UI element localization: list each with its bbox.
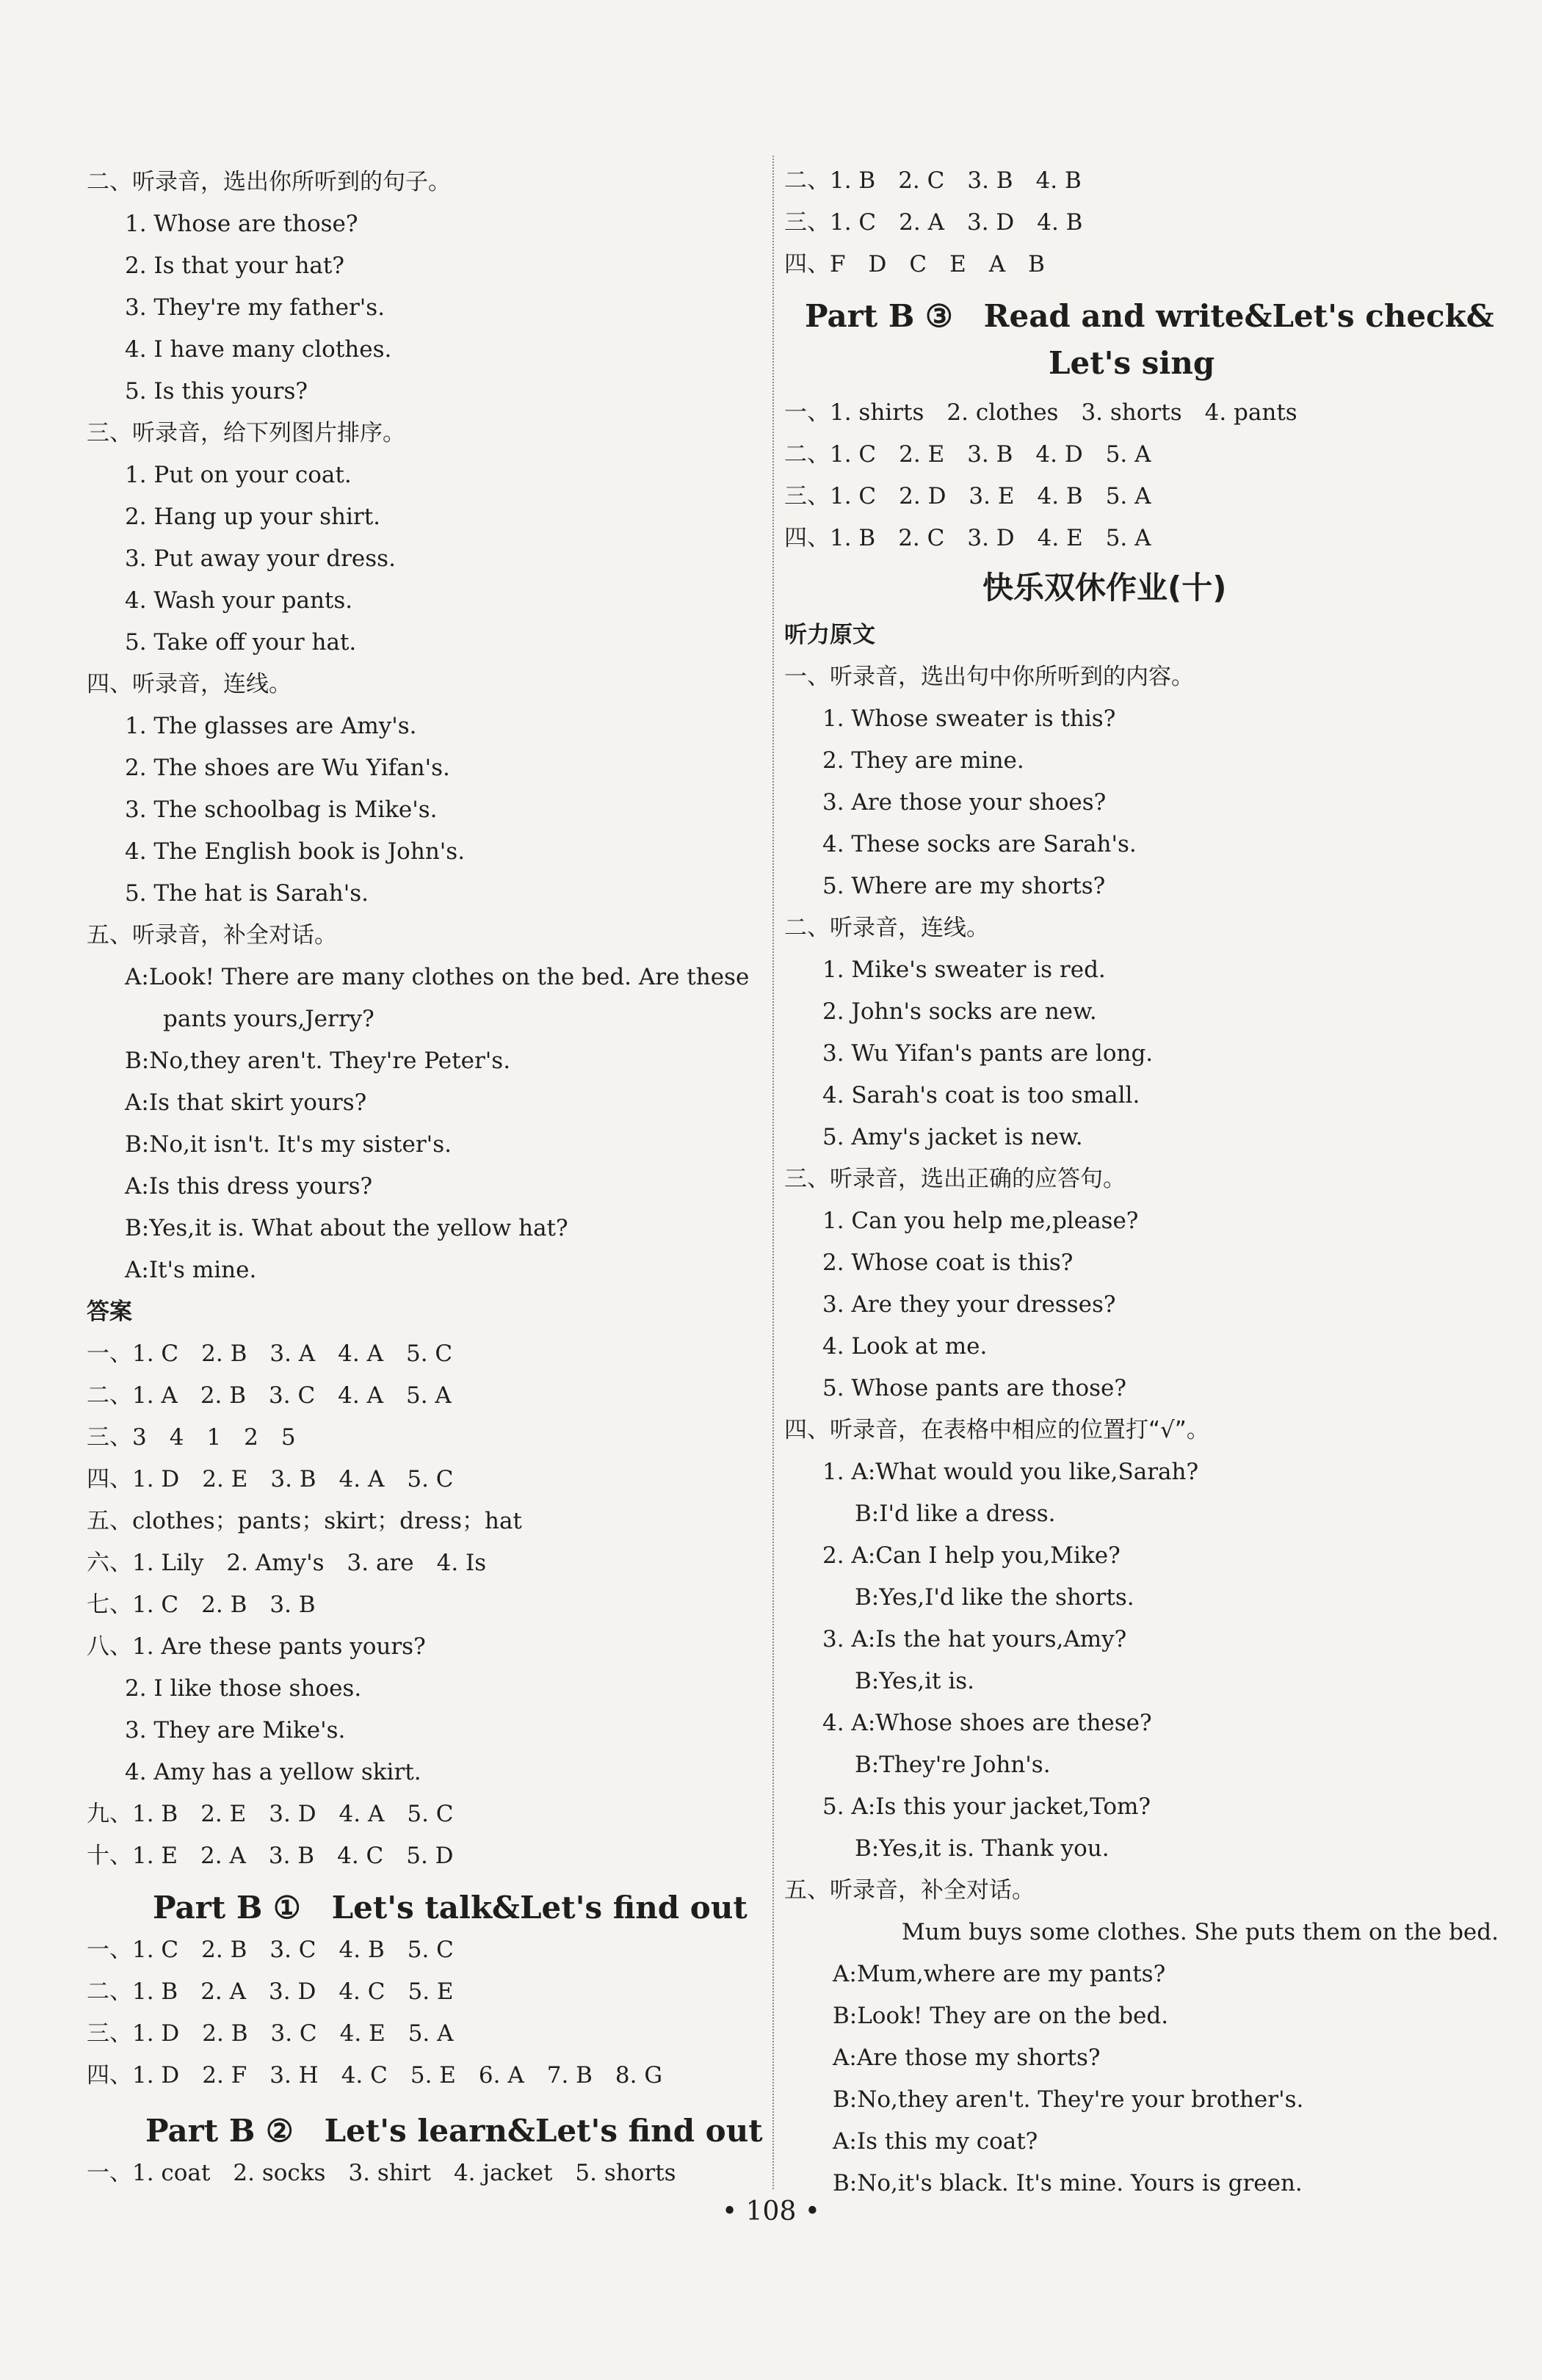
list-item: 4. I have many clothes. <box>125 336 392 363</box>
part-b3-heading: Part B ③ Read and write&Let's check& <box>805 298 1494 334</box>
answers-heading: 答案 <box>87 1299 132 1325</box>
list-item: 2. Is that your hat? <box>125 253 344 279</box>
list-item: 3. Are they your dresses? <box>822 1291 1116 1318</box>
column-divider <box>772 156 774 2189</box>
dialogue-intro: Mum buys some clothes. She puts them on the bed. <box>902 1919 1499 1945</box>
dialogue-line: A:Mum,where are my pants? <box>833 1961 1166 1987</box>
list-item: 2. The shoes are Wu Yifan's. <box>125 755 450 781</box>
list-item: 5. Amy's jacket is new. <box>822 1124 1083 1150</box>
dialogue-line: B:Look! They are on the bed. <box>833 2003 1169 2029</box>
list-item: 3. They're my father's. <box>125 294 386 321</box>
dialogue-line: A:Is this my coat? <box>833 2128 1038 2155</box>
answer-line: 四、1. D 2. F 3. H 4. C 5. E 6. A 7. B 8. G <box>87 2062 663 2089</box>
list-item: 3. Wu Yifan's pants are long. <box>822 1040 1154 1067</box>
list-item: 2. They are mine. <box>822 747 1024 774</box>
list-item: 4. The English book is John's. <box>125 838 466 865</box>
section-title: 一、听录音，选出句中你所听到的内容。 <box>784 664 1194 690</box>
section-title: 二、听录音，连线。 <box>784 915 989 941</box>
answer-line: 八、1. Are these pants yours? <box>87 1633 426 1660</box>
dialogue-line: A:Are those my shorts? <box>833 2045 1101 2071</box>
dialogue-line: 2. A:Can I help you,Mike? <box>822 1542 1121 1569</box>
list-item: 1. Can you help me,please? <box>822 1208 1139 1234</box>
answer-line: 二、1. B 2. A 3. D 4. C 5. E <box>87 1978 454 2005</box>
answer-line: 十、1. E 2. A 3. B 4. C 5. D <box>87 1843 454 1869</box>
list-item: 3. The schoolbag is Mike's. <box>125 797 438 823</box>
list-item: 4. Look at me. <box>822 1333 988 1360</box>
answer-line: 三、1. D 2. B 3. C 4. E 5. A <box>87 2020 454 2047</box>
part-b2-heading: Part B ② Let's learn&Let's find out <box>145 2113 763 2149</box>
list-item: 2. Whose coat is this? <box>822 1249 1074 1276</box>
answer-line: 3. They are Mike's. <box>125 1717 346 1744</box>
list-item: 5. Whose pants are those? <box>822 1375 1127 1401</box>
section-title: 五、听录音，补全对话。 <box>87 922 337 948</box>
section-title: 三、听录音，给下列图片排序。 <box>87 420 405 446</box>
listening-label: 听力原文 <box>784 622 875 648</box>
list-item: 5. Where are my shorts? <box>822 873 1106 899</box>
dialogue-line: B:They're John's. <box>855 1752 1051 1778</box>
section-title: 四、听录音，在表格中相应的位置打“√”。 <box>784 1417 1209 1443</box>
answer-line: 三、1. C 2. A 3. D 4. B <box>784 209 1083 236</box>
list-item: 3. Are those your shoes? <box>822 789 1107 816</box>
answer-line: 二、1. C 2. E 3. B 4. D 5. A <box>784 441 1151 468</box>
list-item: 1. Whose sweater is this? <box>822 705 1116 732</box>
list-item: 5. The hat is Sarah's. <box>125 880 369 907</box>
list-item: 2. John's socks are new. <box>822 998 1097 1025</box>
list-item: 4. Wash your pants. <box>125 587 353 614</box>
answer-line: 一、1. coat 2. socks 3. shirt 4. jacket 5. shorts <box>87 2160 676 2186</box>
dialogue-line: A:Is this dress yours? <box>125 1173 373 1200</box>
part-b1-heading: Part B ① Let's talk&Let's find out <box>153 1890 748 1926</box>
answer-line: 九、1. B 2. E 3. D 4. A 5. C <box>87 1801 454 1827</box>
section-title: 四、听录音，连线。 <box>87 671 292 697</box>
answer-line: 一、1. C 2. B 3. A 4. A 5. C <box>87 1340 453 1367</box>
answer-line: 四、1. D 2. E 3. B 4. A 5. C <box>87 1466 454 1492</box>
dialogue-line: 1. A:What would you like,Sarah? <box>822 1459 1199 1485</box>
list-item: 5. Take off your hat. <box>125 629 357 656</box>
list-item: 4. These socks are Sarah's. <box>822 831 1137 857</box>
dialogue-line: B:Yes,it is. <box>855 1668 975 1694</box>
dialogue-line: B:No,it isn't. It's my sister's. <box>125 1131 452 1158</box>
answer-line: 七、1. C 2. B 3. B <box>87 1592 316 1618</box>
list-item: 4. Sarah's coat is too small. <box>822 1082 1140 1109</box>
answer-line: 四、1. B 2. C 3. D 4. E 5. A <box>784 525 1151 551</box>
list-item: 1. Put on your coat. <box>125 462 352 488</box>
answer-line: 一、1. C 2. B 3. C 4. B 5. C <box>87 1937 454 1963</box>
dialogue-line: B:No,they aren't. They're Peter's. <box>125 1048 511 1074</box>
dialogue-line: 5. A:Is this your jacket,Tom? <box>822 1793 1151 1820</box>
list-item: 3. Put away your dress. <box>125 545 396 572</box>
dialogue-line: 4. A:Whose shoes are these? <box>822 1710 1152 1736</box>
section-title: 三、听录音，选出正确的应答句。 <box>784 1166 1126 1192</box>
dialogue-line: pants yours,Jerry? <box>163 1006 374 1032</box>
dialogue-line: A:It's mine. <box>125 1257 257 1283</box>
dialogue-line: A:Look! There are many clothes on the bed. Are these <box>125 964 750 990</box>
homework-title: 快乐双休作业(十) <box>982 570 1227 606</box>
answer-line: 二、1. A 2. B 3. C 4. A 5. A <box>87 1382 452 1409</box>
answer-line: 2. I like those shoes. <box>125 1675 362 1702</box>
dialogue-line: B:Yes,it is. Thank you. <box>855 1835 1110 1862</box>
dialogue-line: B:Yes,it is. What about the yellow hat? <box>125 1215 568 1241</box>
list-item: 1. Mike's sweater is red. <box>822 957 1106 983</box>
list-item: 5. Is this yours? <box>125 378 308 404</box>
answer-line: 三、1. C 2. D 3. E 4. B 5. A <box>784 483 1151 509</box>
answer-line: 4. Amy has a yellow skirt. <box>125 1759 421 1785</box>
dialogue-line: 3. A:Is the hat yours,Amy? <box>822 1626 1127 1652</box>
answer-line: 四、F D C E A B <box>784 251 1045 277</box>
dialogue-line: B:No,it's black. It's mine. Yours is green. <box>833 2170 1303 2196</box>
dialogue-line: B:I'd like a dress. <box>855 1501 1056 1527</box>
answer-line: 二、1. B 2. C 3. B 4. B <box>784 167 1082 194</box>
section-title: 五、听录音，补全对话。 <box>784 1877 1035 1904</box>
list-item: 1. The glasses are Amy's. <box>125 713 417 739</box>
answer-line: 三、3 4 1 2 5 <box>87 1424 296 1451</box>
dialogue-line: B:No,they aren't. They're your brother's. <box>833 2086 1304 2113</box>
answer-line: 六、1. Lily 2. Amy's 3. are 4. Is <box>87 1550 487 1576</box>
list-item: 1. Whose are those? <box>125 211 358 237</box>
part-b3-heading-cont: Let's sing <box>1049 345 1215 381</box>
list-item: 2. Hang up your shirt. <box>125 504 381 530</box>
dialogue-line: B:Yes,I'd like the shorts. <box>855 1584 1134 1611</box>
dialogue-line: A:Is that skirt yours? <box>125 1089 367 1116</box>
answer-line: 一、1. shirts 2. clothes 3. shorts 4. pants <box>784 399 1297 426</box>
answer-line: 五、clothes；pants；skirt；dress；hat <box>87 1508 522 1534</box>
section-title: 二、听录音，选出你所听到的句子。 <box>87 169 451 195</box>
page-number: • 108 • <box>721 2196 821 2227</box>
